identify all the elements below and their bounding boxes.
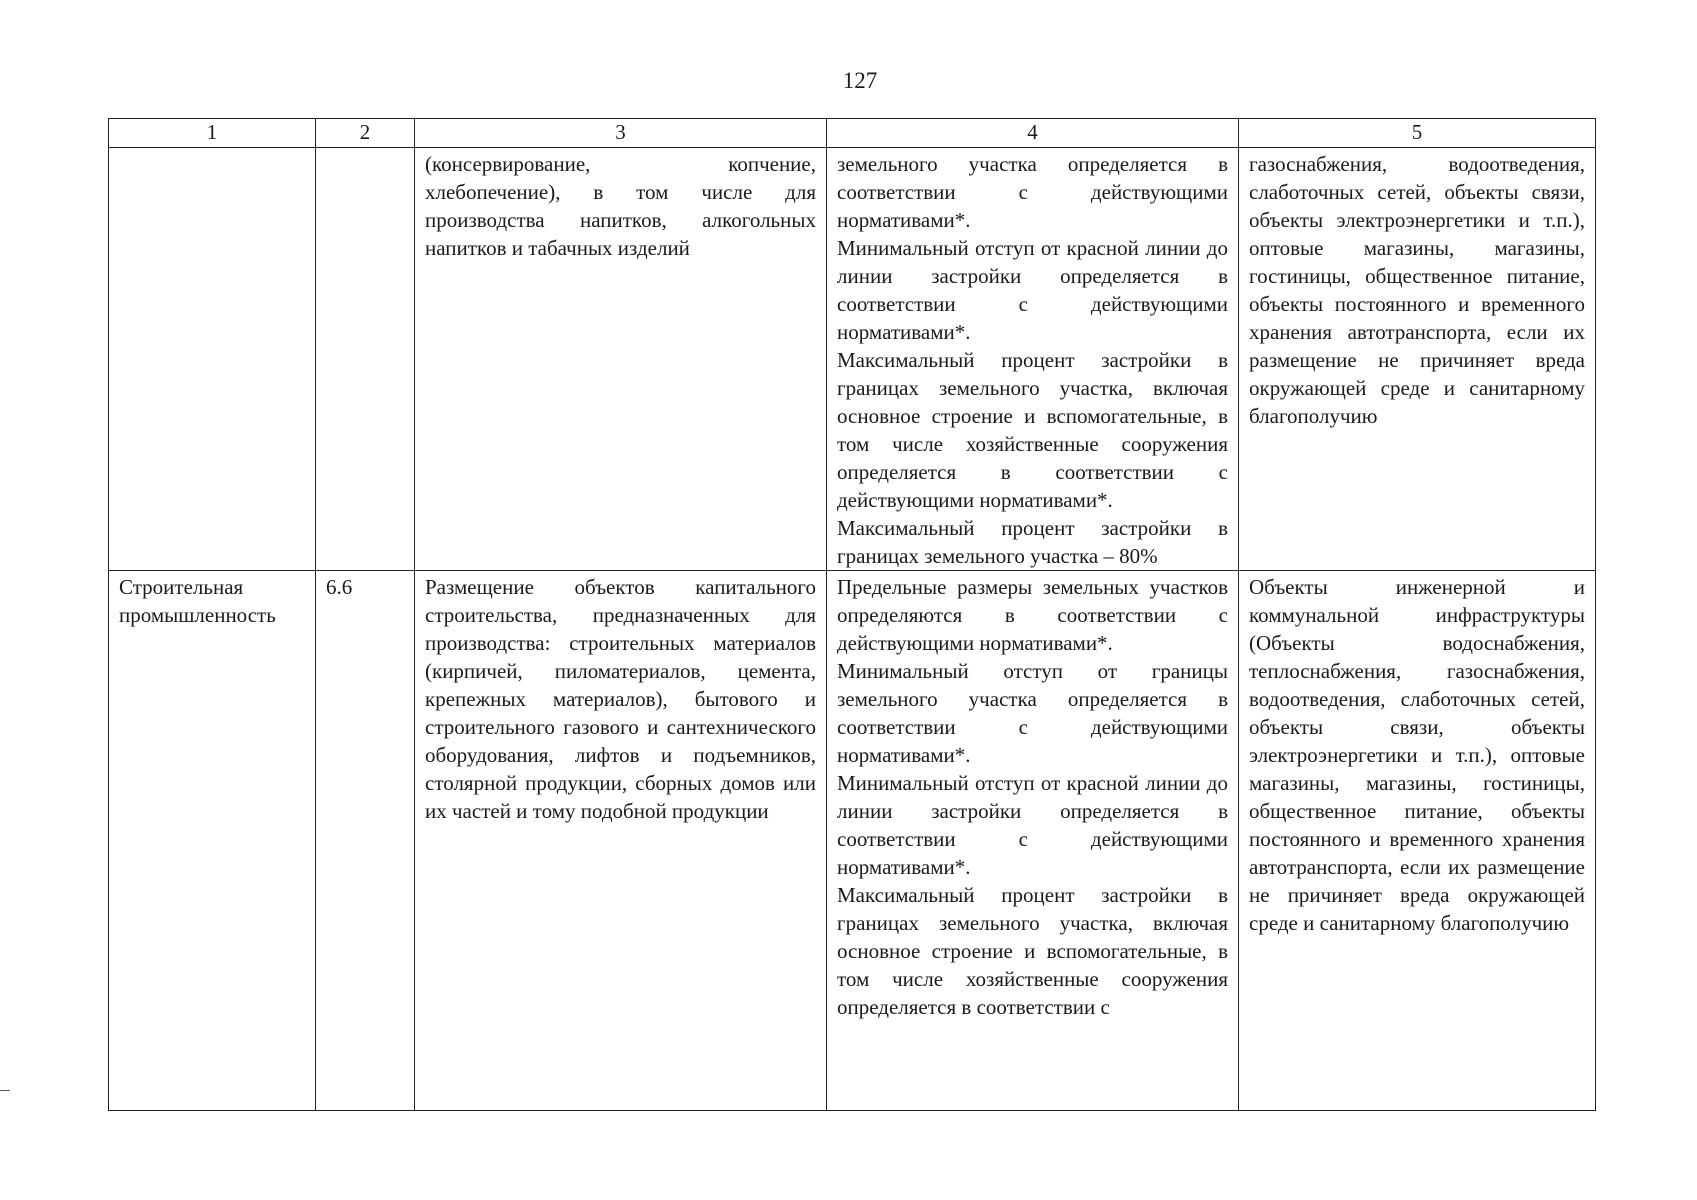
column-header-1: 1 <box>109 119 316 148</box>
auxiliary-uses-cell: Объекты инженерной и коммунальной инфраструктуры (Объекты водоснабжения, теплоснабжения, газоснабжения, водоотведения, слаботочных сетей, объекты связи, объекты электроэнергетики и т.п.), оптовые магазины, магазины, гостиницы, общественное питание, объекты постоянного и временного хранения автотранспорта, если их размещение не причиняет вреда окружающей среде и санитарному благополучию <box>1239 571 1596 1111</box>
column-header-5: 5 <box>1239 119 1596 148</box>
column-header-3: 3 <box>415 119 827 148</box>
margin-mark <box>0 1090 10 1091</box>
land-use-table <box>108 118 1596 1111</box>
use-code-cell: 6.6 <box>316 571 415 1111</box>
table-row <box>109 148 1596 571</box>
column-header-4: 4 <box>827 119 1239 148</box>
use-name-cell: Строительная промышленность <box>109 571 316 1111</box>
parameters-cell: земельного участка определяется в соответствии с действующими нормативами*. Минимальный отступ от красной линии до линии застройки определяется в соответствии с действующими нормативами*. Максимальный процент застройки в границах земельного участка, включая основное строение и вспомогательные, в том числе хозяйственные сооружения определяется в соответствии с действующими нормативами*. Максимальный процент застройки в границах земельного участка – 80% <box>827 148 1239 571</box>
table-header-row <box>109 119 1596 148</box>
table-row <box>109 571 1596 1111</box>
use-name-cell <box>109 148 316 571</box>
use-code-cell <box>316 148 415 571</box>
use-description-cell: Размещение объектов капитального строительства, предназначенных для производства: строительных материалов (кирпичей, пиломатериалов, цемента, крепежных материалов), бытового и строительного газового и сантехнического оборудования, лифтов и подъемников, столярной продукции, сборных домов или их частей и тому подобной продукции <box>415 571 827 1111</box>
use-description-cell: (консервирование, копчение, хлебопечение), в том числе для производства напитков, алкогольных напитков и табачных изделий <box>415 148 827 571</box>
page-number: 127 <box>842 68 878 93</box>
parameters-cell: Предельные размеры земельных участков определяются в соответствии с действующими нормативами*. Минимальный отступ от границы земельного участка определяется в соответствии с действующими нормативами*. Минимальный отступ от красной линии до линии застройки определяется в соответствии с действующими нормативами*. Максимальный процент застройки в границах земельного участка, включая основное строение и вспомогательные, в том числе хозяйственные сооружения определяется в соответствии с <box>827 571 1239 1111</box>
column-header-2: 2 <box>316 119 415 148</box>
auxiliary-uses-cell: газоснабжения, водоотведения, слаботочных сетей, объекты связи, объекты электроэнергетики и т.п.), оптовые магазины, магазины, гостиницы, общественное питание, объекты постоянного и временного хранения автотранспорта, если их размещение не причиняет вреда окружающей среде и санитарному благополучию <box>1239 148 1596 571</box>
